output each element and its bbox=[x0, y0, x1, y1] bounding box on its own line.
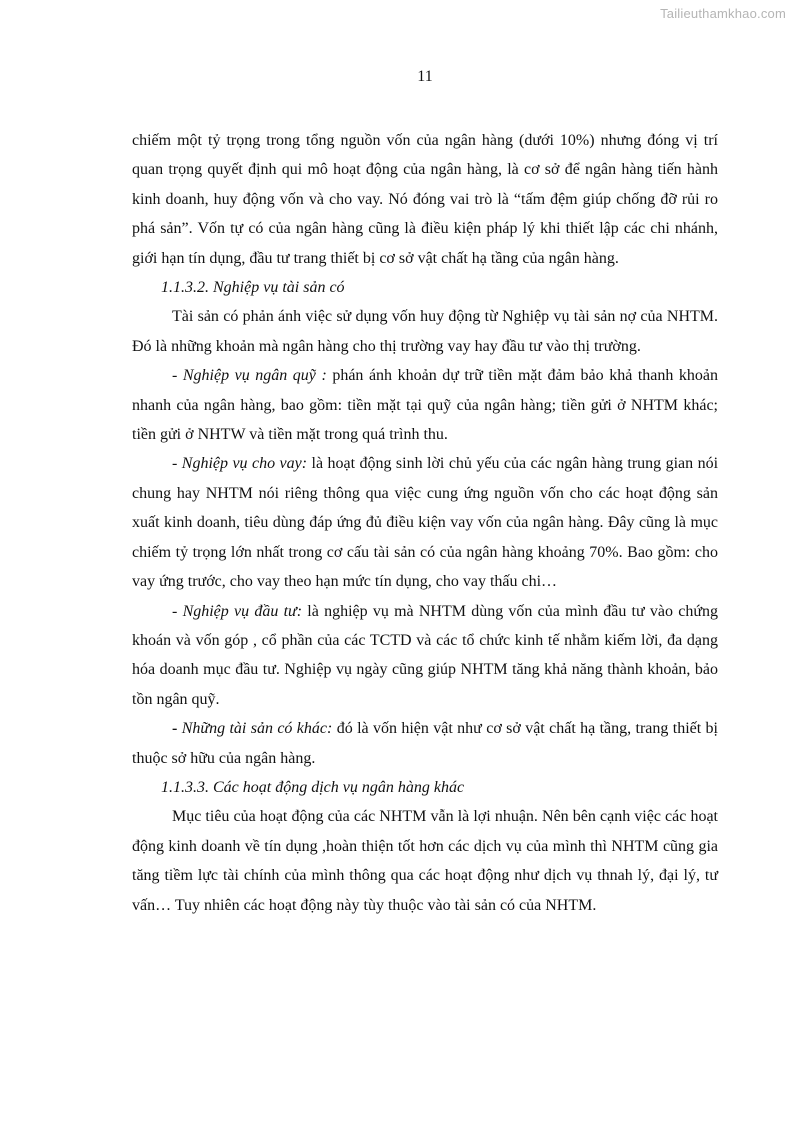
bullet-term: Nghiệp vụ cho vay: bbox=[181, 455, 308, 473]
bullet-term: Nghiệp vụ đầu tư: bbox=[182, 602, 303, 620]
bullet-dash: - bbox=[172, 602, 183, 620]
page-number: 11 bbox=[417, 68, 433, 85]
bullet-text: là nghiệp vụ mà NHTM dùng vốn của mình đầu tư vào chứng khoán và vốn góp , cổ phần của các TCTD và các tổ chức kinh tế nhằm kiếm lời, đa dạng hóa doanh mục đầu tư. Nghiệp vụ ngày cũng giúp NHTM tăng khả năng thành khoản, bảo tồn ngân quỹ. bbox=[132, 602, 719, 708]
section-heading-services: 1.1.3.3. Các hoạt động dịch vụ ngân hàng khác bbox=[161, 778, 465, 796]
bullet-dash: - bbox=[172, 720, 182, 738]
watermark-text: Tailieuthamkhao.com bbox=[660, 6, 786, 21]
paragraph-assets-intro: Tài sản có phản ánh việc sử dụng vốn huy động từ Nghiệp vụ tài sản nợ của NHTM. Đó là những khoản mà ngân hàng cho thị trường vay hay đầu tư vào thị trường. bbox=[132, 308, 718, 355]
bullet-text: là hoạt động sinh lời chủ yếu của các ngân hàng trung gian nói chung hay NHTM nói riêng thông qua việc cung ứng nguồn vốn cho các hoạt động sản xuất kinh doanh, tiêu dùng đáp ứng đủ điều kiện vay vốn của ngân hàng. Đây cũng là mục chiếm tỷ trọng lớn nhất trong cơ cấu tài sản có của ngân hàng khoảng 70%. Bao gồm: cho vay ứng trước, cho vay theo hạn mức tín dụng, cho vay thấu chi… bbox=[132, 455, 719, 591]
paragraph-services: Mục tiêu của hoạt động của các NHTM vẫn là lợi nhuận. Nên bên cạnh việc các hoạt động kinh doanh về tín dụng ,hoàn thiện tốt hơn các dịch vụ của mình thì NHTM cũng gia tăng tiềm lực tài chính của mình thông qua các hoạt động như dịch vụ thnah lý, đại lý, tư vấn… Tuy nhiên các hoạt động này tùy thuộc vào tài sản có của NHTM. bbox=[132, 808, 718, 914]
document-body bbox=[132, 126, 718, 920]
section-heading-assets: 1.1.3.2. Nghiệp vụ tài sản có bbox=[161, 279, 345, 297]
bullet-term: Những tài sản có khác: bbox=[181, 720, 333, 738]
paragraph-equity-continued: chiếm một tỷ trọng trong tổng nguồn vốn của ngân hàng (dưới 10%) nhưng đóng vị trí quan trọng quyết định qui mô hoạt động của ngân hàng, là cơ sở để ngân hàng tiến hành kinh doanh, huy động vốn và cho vay. Nó đóng vai trò là “tấm đệm giúp chống đỡ rủi ro phá sản”. Vốn tự có của ngân hàng cũng là điều kiện pháp lý khi thiết lập các chi nhánh, giới hạn tín dụng, đầu tư trang thiết bị cơ sở vật chất hạ tầng của ngân hàng. bbox=[132, 132, 718, 267]
bullet-text: phán ánh khoản dự trữ tiền mặt đảm bảo khả thanh khoản nhanh của ngân hàng, bao gồm: tiền mặt tại quỹ của ngân hàng; tiền gửi ở NHTM khác; tiền gửi ở NHTW và tiền mặt trong quá trình thu. bbox=[132, 367, 719, 444]
bullet-term: Nghiệp vụ ngân quỹ : bbox=[182, 367, 327, 385]
bullet-lending bbox=[132, 449, 718, 596]
bullet-dash: - bbox=[172, 455, 182, 473]
bullet-dash: - bbox=[172, 367, 183, 385]
bullet-other-assets bbox=[132, 714, 718, 773]
bullet-treasury bbox=[132, 361, 718, 449]
bullet-text: đó là vốn hiện vật như cơ sở vật chất hạ tầng, trang thiết bị thuộc sở hữu của ngân hàng. bbox=[132, 720, 718, 767]
bullet-investment bbox=[132, 597, 718, 715]
